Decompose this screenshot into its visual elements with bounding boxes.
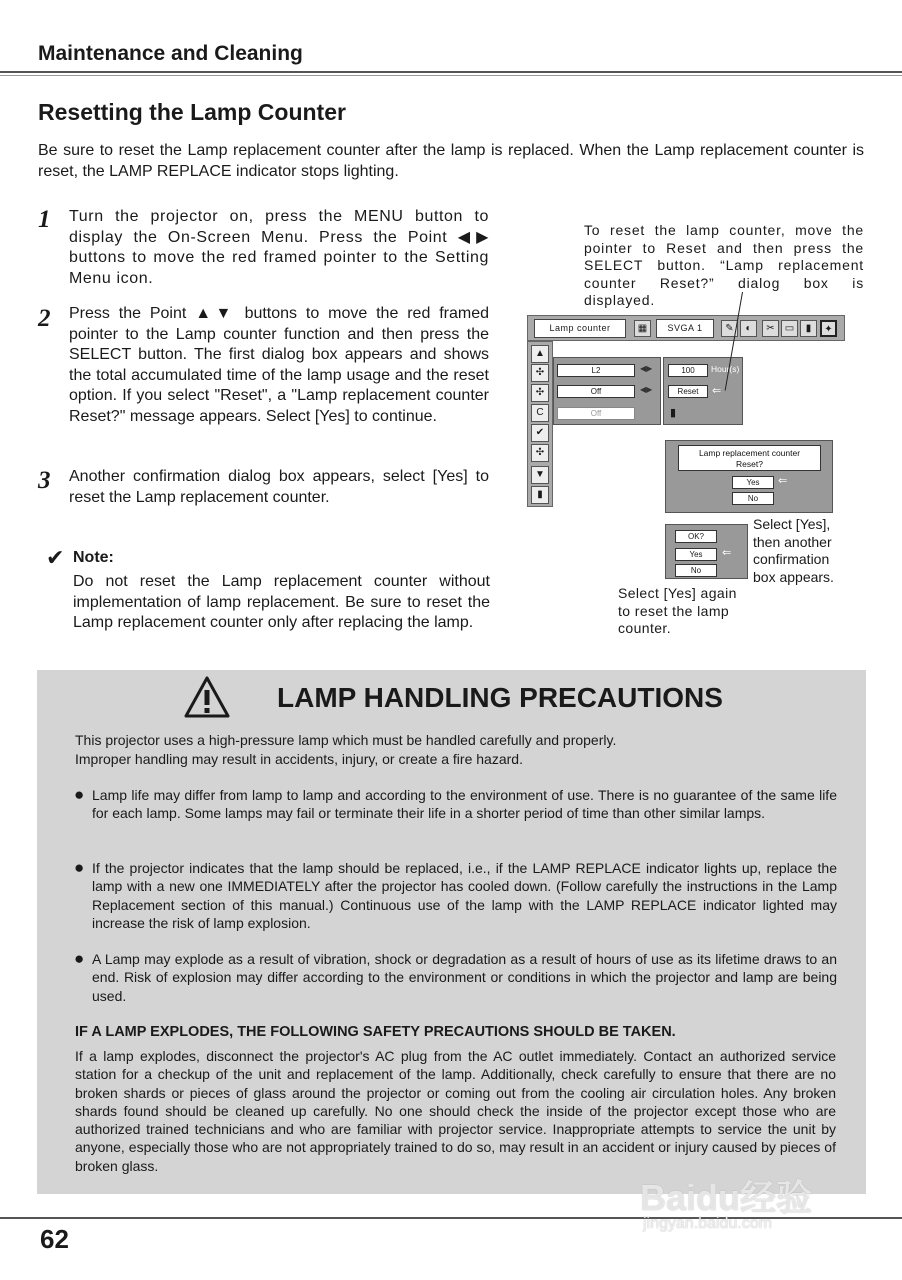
reset-confirmation-dialog [665,440,833,513]
tools-icon: ✂ [762,320,779,337]
precautions-intro [75,731,836,768]
osd-side-menu [527,341,553,507]
osd-menu-bar [527,315,845,341]
step-text-3: Another confirmation dialog box appears, select [Yes] to reset the Lamp replacement counter. [69,468,489,506]
precautions-intro-line1: This projector uses a high-pressure lamp which must be handled carefully and properly. [75,732,617,748]
step-number-2: 2 [38,305,51,332]
menu-tab-lamp-counter: Lamp counter [534,319,626,338]
filter-icon: ✔ [531,424,549,442]
lamp-counter-panel [663,357,743,425]
bullet-icon: ● [74,858,85,877]
precautions-title: LAMP HANDLING PRECAUTIONS [277,682,723,713]
explosion-instructions: If a lamp explodes, disconnect the projector's AC plug from the AC outlet immediately. Contact an authorized service station for a checkup of the unit and replacement of the lamp. Additionally, check carefully to ensure that there are no broken shards or pieces of glass around the projector or coming out from the cooling air circulation holes. Any broken shards found should be cleaned up carefully. No one should check the inside of the projector except those who are authorized trained technicians and who are familiar with projector service. Inappropriate attempts to service the unit by anyone, especially those who are not appropriately trained to do so, may result in an accident or injury caused by pieces of broken glass. [75,1048,836,1174]
lamp-settings-panel [553,357,661,425]
bullet-icon: ● [74,785,85,804]
lamp-setting-icon: ✦ [820,320,837,337]
reset-option: Reset [668,385,708,398]
input-icon: ▦ [634,320,651,337]
lamp-hours-value: 100 [668,364,708,377]
option-off-field: Off [557,385,635,398]
explosion-heading: IF A LAMP EXPLODES, THE FOLLOWING SAFETY PRECAUTIONS SHOULD BE TAKEN. [75,1024,676,1040]
chapter-title: Maintenance and Cleaning [38,42,303,65]
callout-select-yes-again: Select [Yes] again to reset the lamp counter. [618,585,737,636]
info-icon: ▮ [800,320,817,337]
baidu-watermark-logo: Baidu经验 [640,1177,813,1218]
bullet-icon: ● [74,949,85,968]
exit-icon: ▮ [531,486,549,504]
fan-icon: ✣ [531,384,549,402]
step-number-3: 3 [38,467,51,494]
dialog-message-line1: Lamp replacement counter [698,448,801,458]
final-confirmation-dialog [665,524,748,579]
precautions-intro-line2: Improper handling may result in accidents, injury, or create a fire hazard. [75,750,523,767]
menu-tab-resolution: SVGA 1 [656,319,714,338]
page-number: 62 [40,1224,69,1254]
header-divider [0,71,902,73]
step-text-2: Press the Point ▲▼ buttons to move the red framed pointer to the Lamp counter function and then press the SELECT button. The first dialog box appears and shows the total accumulated time of the lamp usage and the reset option. If you select "Reset", a "Lamp replacement counter Reset?" message appears. Select [Yes] to continue. [69,305,489,425]
menu-item-icon: ✣ [531,444,549,462]
dialog-no-button: No [732,492,774,505]
dialog-yes-button: Yes [675,548,717,561]
down-arrow-icon: ▼ [531,466,549,484]
lamp-mode-field: L2 [557,364,635,377]
dialog-yes-button: Yes [732,476,774,489]
baidu-watermark-url: jingyan.baidu.com [643,1215,772,1232]
left-right-arrows-icon: ◀▶ [640,385,653,394]
dialog-no-button: No [675,564,717,577]
exit-icon: ▮ [670,407,677,419]
callout-select-yes: Select [Yes], then another confirmation box appears. [753,516,834,585]
note-label: Note: [73,549,114,566]
callout-reset-instruction: To reset the lamp counter, move the pointer to Reset and then press the SELECT button. “Lamp replacement counter Reset?” dialog box is displayed. [584,222,864,308]
pointer-arrow-icon: ⇐ [712,385,722,397]
lamp-hours-unit: Hour(s) [711,364,740,374]
dialog-message-line2: Reset? [736,459,763,469]
pointer-arrow-icon: ⇐ [722,547,732,559]
dialog-message-box [678,445,821,471]
step-number-1: 1 [38,206,51,233]
section-intro: Be sure to reset the Lamp replacement counter after the lamp is replaced. When the Lamp replacement counter is reset, the LAMP REPLACE indicator stops lighting. [38,142,864,180]
section-title: Resetting the Lamp Counter [38,99,346,125]
closed-caption-icon: C [531,404,549,422]
step-text-1: Turn the projector on, press the MENU button to display the On-Screen Menu. Press the Point ◀▶ buttons to move the red framed pointer to the Setting Menu icon. [69,208,489,287]
fan-icon: ✣ [531,364,549,382]
precaution-bullet-2: If the projector indicates that the lamp should be replaced, i.e., if the LAMP REPLACE indicator lights up, replace the lamp with a new one IMMEDIATELY after the projector has cooled down. (Follow carefully the instructions in the Lamp Replacement section of this manual.) Continuous use of the lamp with the LAMP REPLACE indicator lighted may increase the risk of lamp explosion. [92,860,837,931]
header-divider-thin [0,75,902,76]
checkmark-icon: ✔ [46,545,65,570]
image-icon: ◐ [740,320,757,337]
left-right-arrows-icon: ◀▶ [640,364,653,373]
option-off-disabled-field: Off [557,407,635,420]
screen-icon: ▭ [781,320,798,337]
note-text: Do not reset the Lamp replacement counter without implementation of lamp replacement. Be sure to reset the Lamp replacement counter only after replacing the lamp. [73,573,490,631]
pointer-arrow-icon: ⇐ [778,475,788,487]
setting-icon: ✎ [721,320,738,337]
dialog-ok-title: OK? [675,530,717,543]
precaution-bullet-3: A Lamp may explode as a result of vibration, shock or degradation as a result of hours of use as its lifetime draws to an end. Risk of explosion may differ according to the environment or conditions in which the projector and lamp are being used. [92,951,837,1004]
up-arrow-icon: ▲ [531,345,549,363]
precaution-bullet-1: Lamp life may differ from lamp to lamp and according to the environment of use. There is no guarantee of the same life for each lamp. Some lamps may fail or terminate their life in a shorter period of time than other similar lamps. [92,787,837,822]
warning-triangle-icon [183,675,231,724]
